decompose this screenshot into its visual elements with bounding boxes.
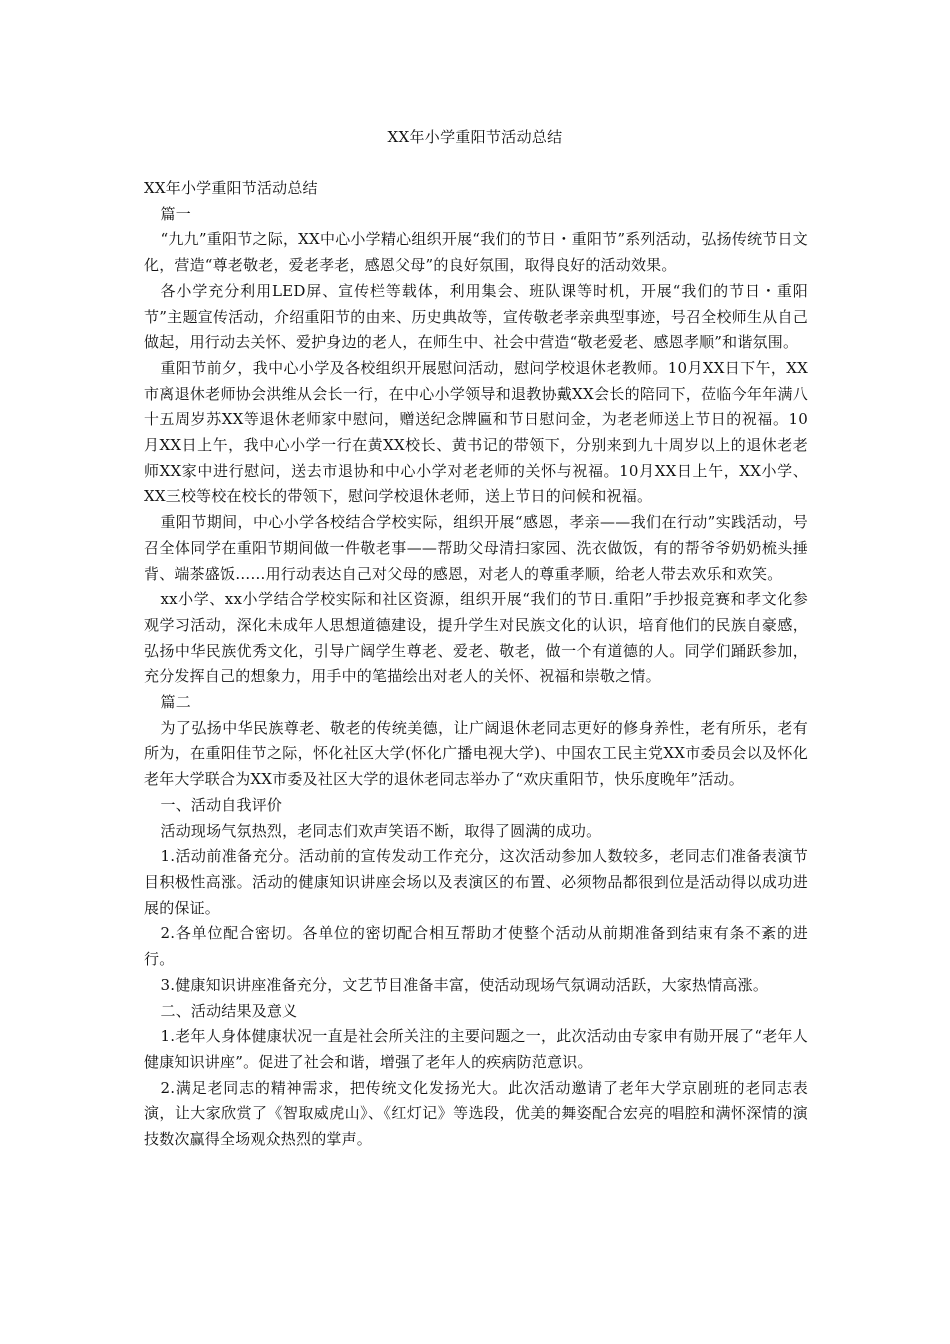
paragraph: 重阳节前夕，我中心小学及各校组织开展慰问活动，慰问学校退休老教师。10月XX日下午，XX市离退休老师协会洪维从会长一行，在中心小学领导和退教协戴XX会长的陪同下，莅临今年年满八十五周岁苏XX等退休老师家中慰问，赠送纪念牌匾和节日慰问金，为老老师送上节日的祝福。10月XX日上午，我中心小学一行在黄XX校长、黄书记的带领下，分别来到九十周岁以上的退休老老师XX家中进行慰问，送去市退协和中心小学对老老师的关怀与祝福。10月XX日上午，XX小学、XX三校等校在校长的带领下，慰问学校退休老师，送上节日的问候和祝福。 xyxy=(144,358,808,506)
paragraph: 重阳节期间，中心小学各校结合学校实际，组织开展“感恩，孝亲——我们在行动”实践活动，号召全体同学在重阳节期间做一件敬老事——帮助父母清扫家园、洗衣做饭，有的帮爷爷奶奶梳头捶背、端茶盛饭……用行动表达自己对父母的感恩，对老人的尊重孝顺，给老人带去欢乐和欢笑。 xyxy=(144,513,808,583)
paragraph: 1.活动前准备充分。活动前的宣传发动工作充分，这次活动参加人数较多，老同志们准备表演节目积极性高涨。活动的健康知识讲座会场以及表演区的布置、必须物品都很到位是活动得以成功进展的保证。 xyxy=(144,847,808,917)
paragraph: 篇二 xyxy=(160,693,191,712)
paragraph: 一、活动自我评价 xyxy=(160,795,283,814)
paragraph: 为了弘扬中华民族尊老、敬老的传统美德，让广阔退休老同志更好的修身养性，老有所乐，老有所为，在重阳佳节之际，怀化社区大学(怀化广播电视大学)、中国农工民主党XX市委员会以及怀化老年大学联合为XX市委及社区大学的退休老同志举办了“欢庆重阳节，快乐度晚年”活动。 xyxy=(144,718,808,789)
paragraph: 3.健康知识讲座准备充分，文艺节目准备丰富，使活动现场气氛调动活跃，大家热情高涨。 xyxy=(160,975,769,994)
paragraph: 1.老年人身体健康状况一直是社会所关注的主要问题之一，此次活动由专家申有勋开展了“老年人健康知识讲座”。促进了社会和谐，增强了老年人的疾病防范意识。 xyxy=(144,1027,808,1071)
paragraph: 篇一 xyxy=(160,204,191,223)
document-body xyxy=(144,176,808,1153)
paragraph: 二、活动结果及意义 xyxy=(160,1001,298,1020)
paragraph: 各小学充分利用LED屏、宣传栏等载体，利用集会、班队课等时机，开展“我们的节日・重阳节”主题宣传活动，介绍重阳节的由来、历史典故等，宣传敬老孝亲典型事迹，号召全校师生从自己做起，用行动去关怀、爱护身边的老人，在师生中、社会中营造“敬老爱老、感恩孝顺”和谐氛围。 xyxy=(144,281,808,352)
paragraph: 2.满足老同志的精神需求，把传统文化发扬光大。此次活动邀请了老年大学京剧班的老同志表演，让大家欣赏了《智取威虎山》、《红灯记》等选段，优美的舞姿配合宏亮的唱腔和满怀深情的演技数次赢得全场观众热烈的掌声。 xyxy=(144,1078,808,1149)
paragraph: 活动现场气氛热烈，老同志们欢声笑语不断，取得了圆满的成功。 xyxy=(160,821,602,840)
paragraph: XX年小学重阳节活动总结 xyxy=(144,179,318,197)
paragraph: “九九”重阳节之际，XX中心小学精心组织开展“我们的节日・重阳节”系列活动，弘扬传统节日文化，营造“尊老敬老，爱老孝老，感恩父母”的良好氛围，取得良好的活动效果。 xyxy=(144,230,808,275)
paragraph: 2.各单位配合密切。各单位的密切配合相互帮助才使整个活动从前期准备到结束有条不紊的进行。 xyxy=(144,924,808,969)
document-title: XX年小学重阳节活动总结 xyxy=(387,128,563,146)
paragraph: xx小学、xx小学结合学校实际和社区资源，组织开展“我们的节日.重阳”手抄报竞赛和孝文化参观学习活动，深化未成年人思想道德建设，提升学生对民族文化的认识，培育他们的民族自豪感，弘扬中华民族优秀文化，引导广阔学生尊老、爱老、敬老，做一个有道德的人。同学们踊跃参加，充分发挥自己的想象力，用手中的笔描绘出对老人的关怀、祝福和崇敬之情。 xyxy=(144,590,808,686)
